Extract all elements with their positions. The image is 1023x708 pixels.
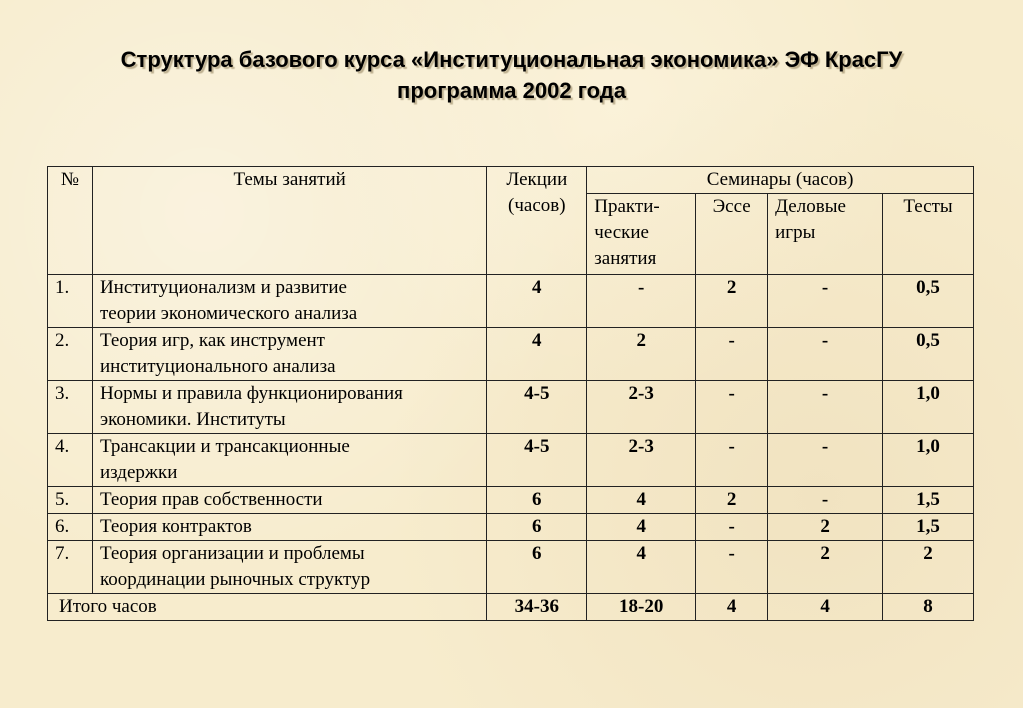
header-essay: Эссе bbox=[696, 194, 768, 275]
row-lectures: 6 bbox=[487, 514, 587, 541]
total-essay: 4 bbox=[696, 594, 768, 621]
header-num: № bbox=[48, 167, 93, 275]
row-tests: 2 bbox=[883, 541, 974, 594]
row-essay: - bbox=[696, 328, 768, 381]
row-topic: Трансакции и трансакционные издержки bbox=[92, 434, 486, 487]
row-essay: 2 bbox=[696, 487, 768, 514]
header-games: Деловые игры bbox=[768, 194, 883, 275]
row-games: - bbox=[768, 275, 883, 328]
header-topic: Темы занятий bbox=[92, 167, 486, 275]
row-topic: Теория контрактов bbox=[92, 514, 486, 541]
row-practical: - bbox=[587, 275, 696, 328]
table-row bbox=[48, 275, 974, 328]
row-tests: 1,5 bbox=[883, 487, 974, 514]
row-essay: - bbox=[696, 381, 768, 434]
row-topic: Теория игр, как инструмент институционального анализа bbox=[92, 328, 486, 381]
header-tests: Тесты bbox=[883, 194, 974, 275]
row-topic: Теория организации и проблемы координации рыночных структур bbox=[92, 541, 486, 594]
title-line-2: программа 2002 года bbox=[397, 78, 626, 103]
row-num: 1. bbox=[48, 275, 93, 328]
row-tests: 0,5 bbox=[883, 328, 974, 381]
row-lectures: 6 bbox=[487, 487, 587, 514]
row-tests: 1,5 bbox=[883, 514, 974, 541]
table-row bbox=[48, 487, 974, 514]
row-practical: 4 bbox=[587, 514, 696, 541]
row-num: 3. bbox=[48, 381, 93, 434]
page-title bbox=[0, 44, 1023, 106]
total-practical: 18-20 bbox=[587, 594, 696, 621]
total-games: 4 bbox=[768, 594, 883, 621]
header-row-1 bbox=[48, 167, 974, 194]
table-row bbox=[48, 541, 974, 594]
row-practical: 4 bbox=[587, 487, 696, 514]
row-num: 2. bbox=[48, 328, 93, 381]
row-topic: Нормы и правила функционирования экономики. Институты bbox=[92, 381, 486, 434]
row-lectures: 4-5 bbox=[487, 381, 587, 434]
row-num: 4. bbox=[48, 434, 93, 487]
row-essay: - bbox=[696, 514, 768, 541]
row-num: 5. bbox=[48, 487, 93, 514]
row-tests: 1,0 bbox=[883, 434, 974, 487]
row-topic: Теория прав собственности bbox=[92, 487, 486, 514]
row-essay: 2 bbox=[696, 275, 768, 328]
row-lectures: 4 bbox=[487, 328, 587, 381]
row-practical: 2-3 bbox=[587, 434, 696, 487]
title-line-1: Структура базового курса «Институциональная экономика» ЭФ КрасГУ bbox=[120, 47, 903, 72]
row-tests: 1,0 bbox=[883, 381, 974, 434]
row-practical: 2 bbox=[587, 328, 696, 381]
total-lectures: 34-36 bbox=[487, 594, 587, 621]
row-lectures: 4-5 bbox=[487, 434, 587, 487]
row-tests: 0,5 bbox=[883, 275, 974, 328]
total-row bbox=[48, 594, 974, 621]
row-practical: 2-3 bbox=[587, 381, 696, 434]
total-label: Итого часов bbox=[48, 594, 487, 621]
row-games: 2 bbox=[768, 541, 883, 594]
table-row bbox=[48, 381, 974, 434]
row-topic: Институционализм и развитие теории экономического анализа bbox=[92, 275, 486, 328]
header-practical: Практи- ческие занятия bbox=[587, 194, 696, 275]
row-games: - bbox=[768, 434, 883, 487]
header-seminars: Семинары (часов) bbox=[587, 167, 974, 194]
row-num: 6. bbox=[48, 514, 93, 541]
header-lectures: Лекции (часов) bbox=[487, 167, 587, 275]
row-lectures: 6 bbox=[487, 541, 587, 594]
row-games: - bbox=[768, 487, 883, 514]
course-structure-table bbox=[47, 166, 974, 621]
row-lectures: 4 bbox=[487, 275, 587, 328]
total-tests: 8 bbox=[883, 594, 974, 621]
row-games: - bbox=[768, 381, 883, 434]
row-practical: 4 bbox=[587, 541, 696, 594]
row-games: 2 bbox=[768, 514, 883, 541]
row-essay: - bbox=[696, 434, 768, 487]
row-games: - bbox=[768, 328, 883, 381]
row-num: 7. bbox=[48, 541, 93, 594]
table-row bbox=[48, 434, 974, 487]
table-row bbox=[48, 328, 974, 381]
table-row bbox=[48, 514, 974, 541]
row-essay: - bbox=[696, 541, 768, 594]
